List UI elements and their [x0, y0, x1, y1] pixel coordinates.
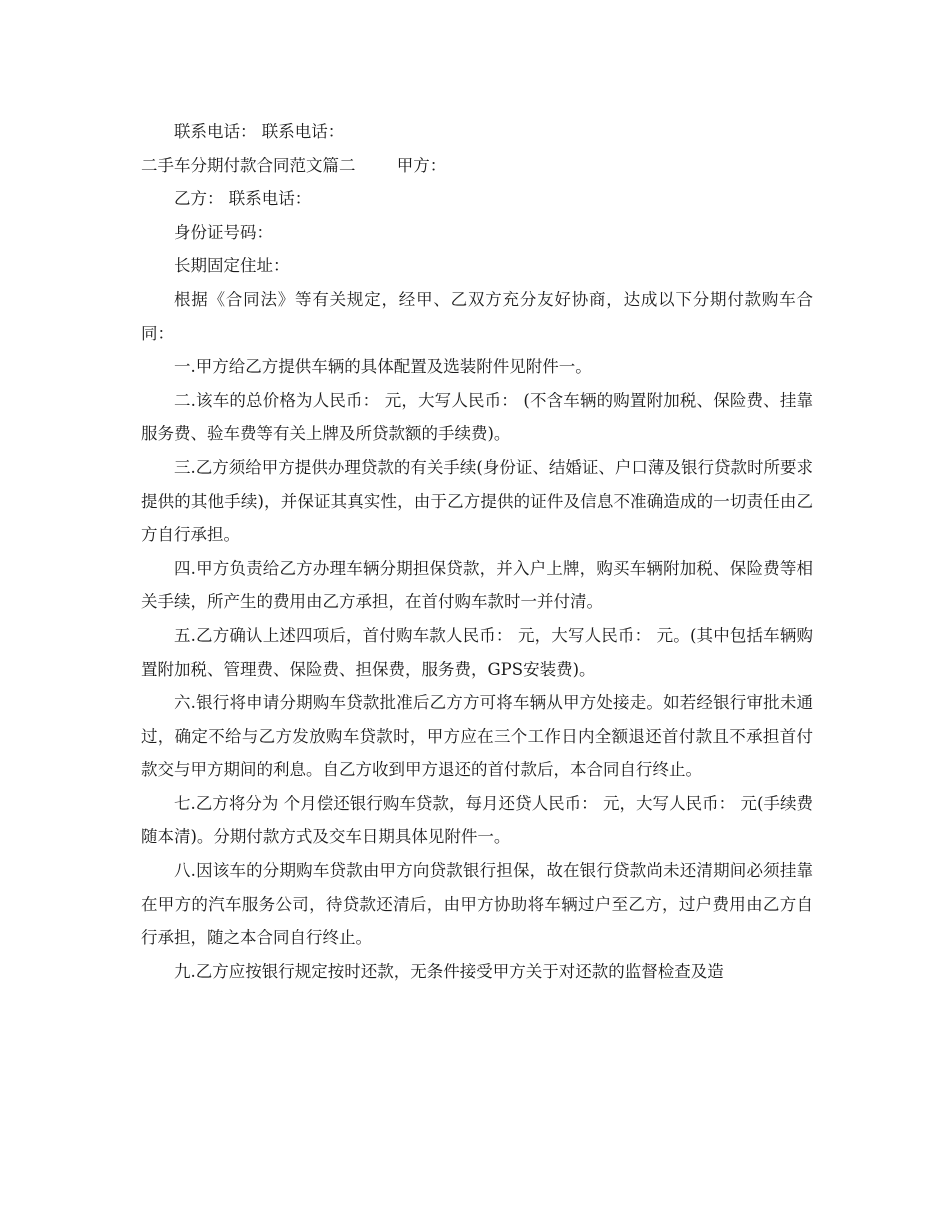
contact-phones-line: 联系电话： 联系电话： [174, 122, 345, 141]
clause-1: 一.甲方给乙方提供车辆的具体配置及选装附件见附件一。 [174, 357, 592, 377]
id-number-line: 身份证号码： [174, 222, 273, 242]
intro-paragraph: 根据《合同法》等有关规定，经甲、乙双方充分友好协商，达成以下分期付款购车合同： [141, 289, 813, 343]
heading-line [141, 149, 813, 183]
party-b-line: 乙方： 联系电话： [174, 189, 312, 209]
address-line: 长期固定住址： [174, 256, 290, 276]
party-a-label: 甲方： [396, 155, 447, 175]
clause-8: 八.因该车的分期购车贷款由甲方向贷款银行担保，故在银行贷款尚未还清期间必须挂靠在甲方的汽车服务公司，待贷款还清后，由甲方协助将车辆过户至乙方，过户费用由乙方自行承担，随之本合同自行终止。 [141, 861, 813, 948]
clause-6: 六.银行将申请分期购车贷款批准后乙方方可将车辆从甲方处接走。如若经银行审批未通过，确定不给与乙方发放购车贷款时，甲方应在三个工作日内全额退还首付款且不承担首付款交与甲方期间的利息。自乙方收到甲方退还的首付款后，本合同自行终止。 [141, 693, 813, 780]
clause-7: 七.乙方将分为 个月偿还银行购车贷款，每月还贷人民币： 元，大写人民币： 元(手续费随本清)。分期付款方式及交车日期具体见附件一。 [141, 793, 813, 847]
clause-3: 三.乙方须给甲方提供办理贷款的有关手续(身份证、结婚证、户口薄及银行贷款时所要求提供的其他手续)，并保证其真实性，由于乙方提供的证件及信息不准确造成的一切责任由乙方自行承担。 [141, 457, 813, 545]
clause-4: 四.甲方负责给乙方办理车辆分期担保贷款，并入户上牌，购买车辆附加税、保险费等相关手续，所产生的费用由乙方承担，在首付购车款时一并付清。 [141, 558, 813, 612]
clause-5: 五.乙方确认上述四项后，首付购车款人民币： 元，大写人民币： 元。(其中包括车辆购置附加税、管理费、保险费、担保费，服务费，GPS安装费)。 [141, 625, 813, 679]
clause-9: 九.乙方应按银行规定按时还款，无条件接受甲方关于对还款的监督检查及造 [174, 961, 724, 981]
clause-2: 二.该车的总价格为人民币： 元，大写人民币： (不含车辆的购置附加税、保险费、挂靠服务费、验车费等有关上牌及所贷款额的手续费)。 [141, 390, 813, 444]
document-heading: 二手车分期付款合同范文篇二 [141, 155, 356, 175]
document-body [141, 115, 813, 988]
